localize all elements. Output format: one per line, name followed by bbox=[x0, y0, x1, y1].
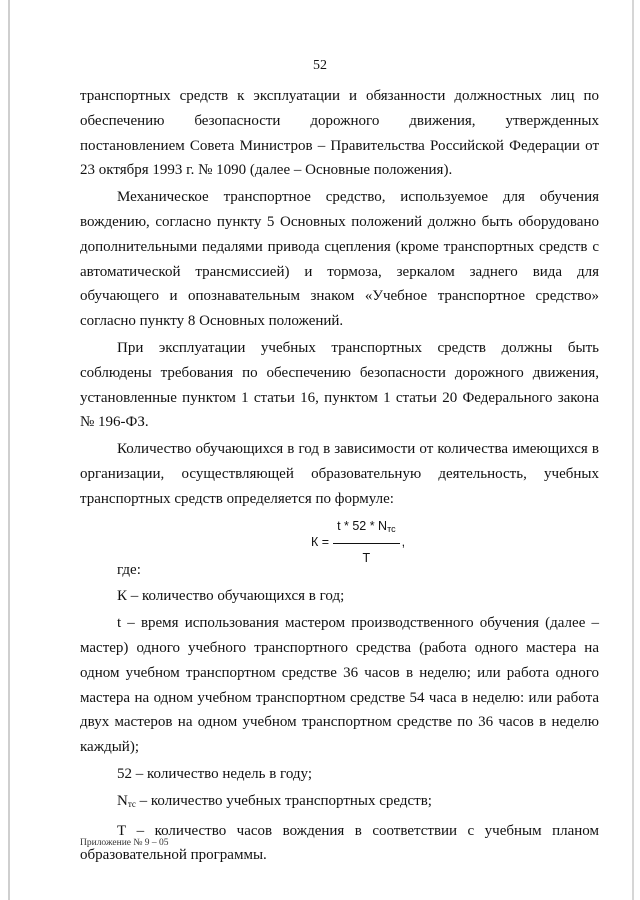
formula-row bbox=[80, 512, 599, 566]
formula-numerator-main: t * 52 * N bbox=[337, 518, 388, 533]
paragraph-vehicle-equipment: Механическое транспортное средство, используемое для обучения вождению, согласно пункту 5 Основных положений должно быть оборудовано дополнительными педалями привода сцепления (кроме транспортных средств с автоматической трансмиссией) и тормоза, зеркалом заднего вида для обучающего и опознавательным знаком «Учебное транспортное средство» согласно пункту 8 Основных положений. bbox=[80, 189, 599, 330]
definition-n bbox=[80, 789, 599, 817]
formula-numerator-sub: тс bbox=[387, 523, 396, 534]
document-body bbox=[80, 84, 599, 868]
definition-n-sub: тс bbox=[127, 798, 136, 809]
formula-comma: , bbox=[401, 534, 406, 549]
paragraph-continuation: транспортных средств к эксплуатации и обязанности должностных лиц по обеспечению безопасности дорожного движения, утвержденных постановлением Совета Министров – Правительства Российской Федерации от 23 октября 1993 г. № 1090 (далее – Основные положения). bbox=[80, 88, 599, 179]
formula-denominator: Т bbox=[362, 551, 371, 566]
definitions-where: где: bbox=[117, 561, 141, 578]
formula-fraction bbox=[333, 514, 400, 572]
paragraph-student-count: Количество обучающихся в год в зависимости от количества имеющихся в организации, осуществляющей образовательную деятельность, учебных транспортных средств определяется по формуле: bbox=[80, 441, 599, 507]
definition-n-rest: – количество учебных транспортных средств; bbox=[135, 792, 432, 809]
paragraph-safety-requirements: При эксплуатации учебных транспортных средств должны быть соблюдены требования по обеспечению безопасности дорожного движения, установленные пунктом 1 статьи 16, пунктом 1 статьи 20 Федерального закона № 196-ФЗ. bbox=[80, 339, 599, 431]
definition-weeks: 52 – количество недель в году; bbox=[117, 765, 312, 782]
definition-n-main: N bbox=[117, 792, 128, 809]
scan-edge-right bbox=[632, 0, 634, 900]
definition-k: К – количество обучающихся в год; bbox=[117, 588, 345, 605]
formula-numerator bbox=[333, 514, 400, 545]
scan-edge-left bbox=[8, 0, 10, 900]
formula bbox=[311, 514, 405, 572]
formula-lhs: К = bbox=[311, 534, 330, 549]
footer-appendix: Приложение № 9 – 05 bbox=[80, 838, 169, 848]
page-number: 52 bbox=[313, 58, 327, 73]
definition-t: t – время использования мастером производственного обучения (далее – мастер) одного учебного транспортного средства (работа одного мастера на одном учебном транспортном средстве 36 часов в неделю; или работа одного мастера на одном учебном транспортном средстве 54 часа в неделю: или работа двух мастеров на одном учебном транспортном средстве по 36 часов в неделю каждый); bbox=[80, 615, 599, 756]
definition-tt: Т – количество часов вождения в соответствии с учебным планом образовательной программы. bbox=[80, 822, 599, 864]
